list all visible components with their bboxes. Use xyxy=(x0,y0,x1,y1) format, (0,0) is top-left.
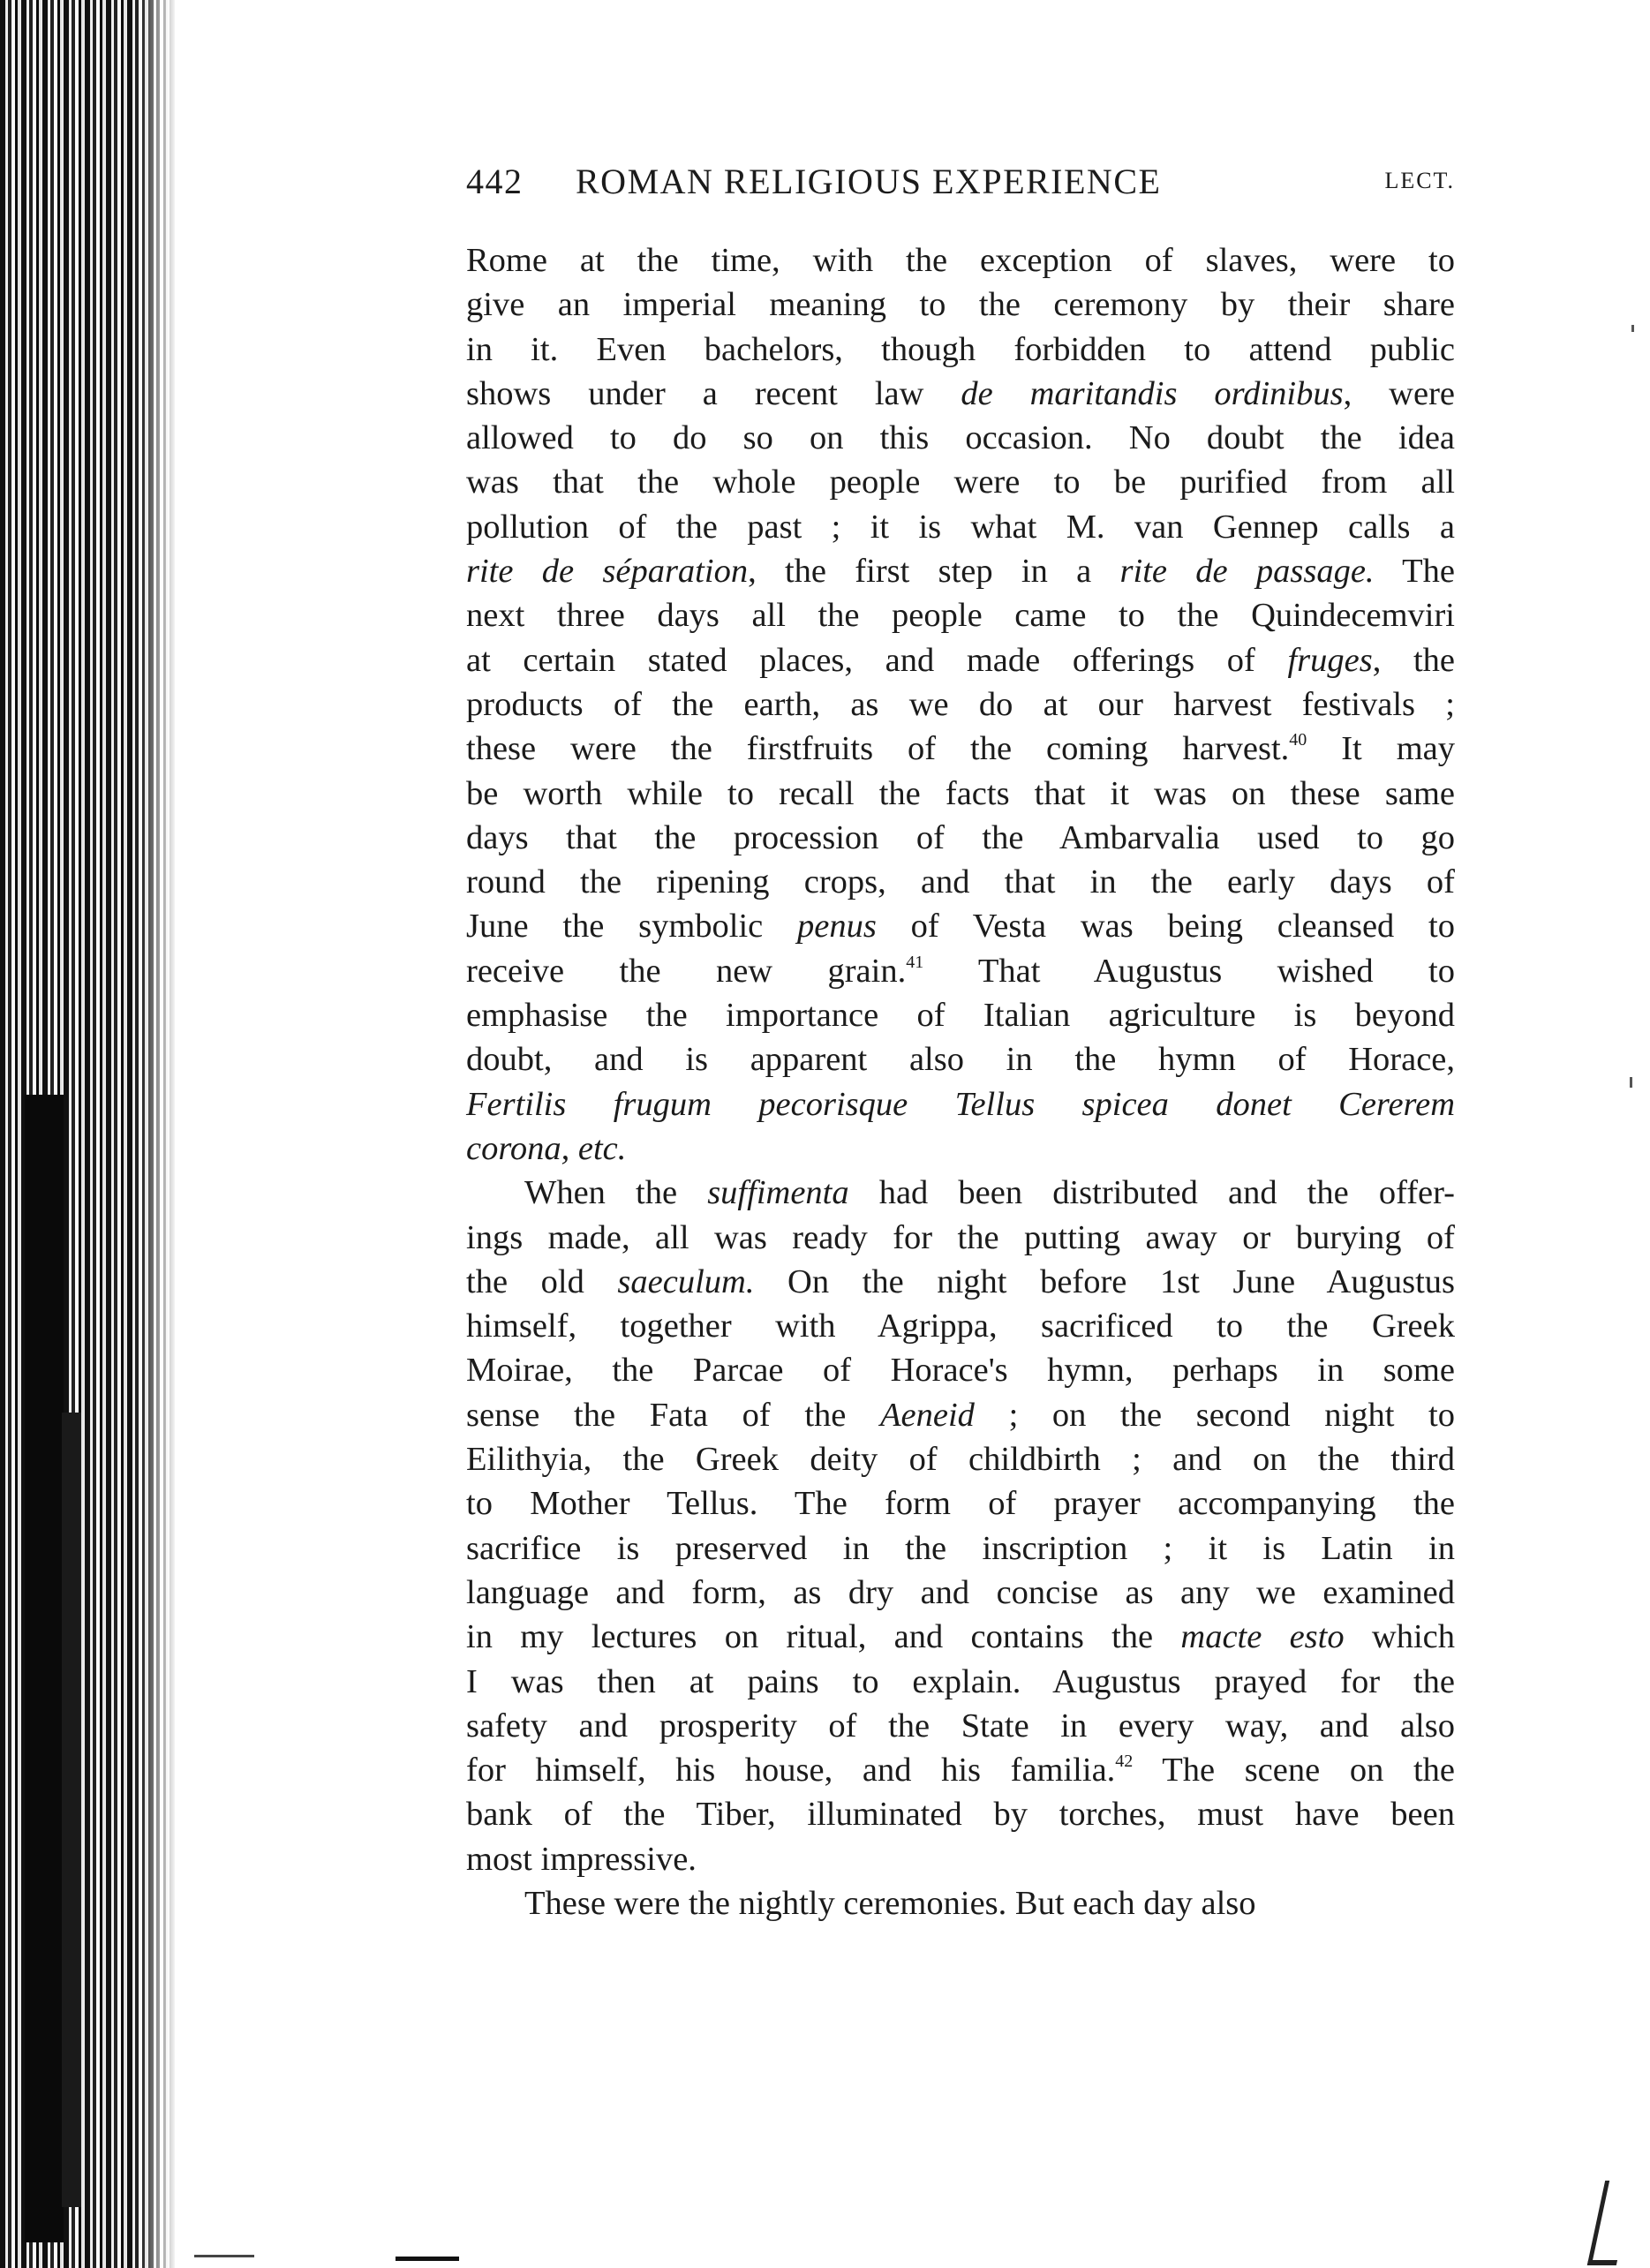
text-span: at certain stated places, and made offerings of xyxy=(466,641,1288,679)
text-span: which xyxy=(1344,1618,1455,1656)
text-line xyxy=(466,682,1455,727)
text-line xyxy=(466,1792,1455,1836)
text-span: of Vesta was being cleansed to xyxy=(876,908,1455,946)
text-line xyxy=(466,1260,1455,1304)
italic-text: Fertilis frugum pecorisque Tellus spicea donet Cererem xyxy=(466,1085,1455,1123)
italic-text: fruges xyxy=(1287,641,1373,679)
text-line xyxy=(466,1748,1455,1792)
text-line xyxy=(466,638,1455,682)
italic-text: penus xyxy=(797,908,877,946)
scan-speck xyxy=(1631,325,1634,332)
italic-text: macte esto xyxy=(1180,1618,1345,1656)
text-span: The xyxy=(1374,553,1456,591)
text-span: for himself, his house, and his familia. xyxy=(466,1752,1116,1790)
text-line xyxy=(466,1037,1455,1081)
spine-shadow-2 xyxy=(62,1413,81,2207)
text-line xyxy=(466,1348,1455,1392)
text-span: Rome at the time, with the exception of slaves, were to xyxy=(466,242,1455,279)
italic-text: de maritandis ordinibus xyxy=(961,374,1344,412)
text-span: give an imperial meaning to the ceremony by their share xyxy=(466,286,1455,324)
text-line xyxy=(466,1881,1455,1925)
footnote-ref: 40 xyxy=(1289,730,1307,750)
text-span: , the xyxy=(1372,641,1455,679)
text-span: It may xyxy=(1307,730,1455,768)
text-span: most impressive. xyxy=(466,1840,697,1878)
text-span: be worth while to recall the facts that it was on these same xyxy=(466,774,1455,812)
text-span: sense the Fata of the xyxy=(466,1396,881,1434)
text-line xyxy=(466,1481,1455,1526)
text-line xyxy=(466,1393,1455,1437)
text-span: shows under a recent law xyxy=(466,374,961,412)
text-line xyxy=(466,1171,1455,1215)
text-line xyxy=(466,328,1455,372)
text-line xyxy=(466,1615,1455,1659)
text-span: bank of the Tiber, illuminated by torches, must have been xyxy=(466,1796,1455,1834)
text-line xyxy=(466,1526,1455,1571)
text-span: I was then at pains to explain. Augustus prayed for the xyxy=(466,1662,1455,1700)
text-line xyxy=(466,860,1455,904)
text-span: Moirae, the Parcae of Horace's hymn, perhaps in some xyxy=(466,1352,1455,1390)
text-span: When the xyxy=(524,1174,708,1212)
running-header xyxy=(466,161,1455,207)
text-span: was that the whole people were to be purified from all xyxy=(466,463,1455,501)
page-corner-mark xyxy=(1587,2181,1634,2265)
page-edge-mark xyxy=(194,2255,254,2257)
italic-text: rite de séparation xyxy=(466,553,749,591)
text-line xyxy=(466,505,1455,549)
text-span: next three days all the people came to the Quindecemviri xyxy=(466,597,1455,635)
body-text xyxy=(466,238,1455,1925)
italic-text: suffimenta xyxy=(707,1174,849,1212)
text-line xyxy=(466,1660,1455,1704)
text-span: sacrifice is preserved in the inscription ; it is Latin in xyxy=(466,1529,1455,1567)
text-span: had been distributed and the offer- xyxy=(848,1174,1455,1212)
italic-text: rite de passage. xyxy=(1119,553,1375,591)
spine-shadow xyxy=(25,1095,64,2242)
text-line xyxy=(466,1571,1455,1615)
italic-text: saeculum. xyxy=(617,1262,755,1300)
text-span: these were the firstfruits of the coming harvest. xyxy=(466,730,1290,768)
text-line xyxy=(466,904,1455,948)
running-title: ROMAN RELIGIOUS EXPERIENCE xyxy=(576,162,1162,201)
text-line xyxy=(466,727,1455,771)
text-span: June the symbolic xyxy=(466,908,798,946)
text-span: safety and prosperity of the State in every way, and also xyxy=(466,1707,1455,1744)
text-line xyxy=(466,772,1455,816)
text-line xyxy=(466,372,1455,416)
page-number: 442 xyxy=(466,162,524,201)
page-edge-mark xyxy=(396,2257,459,2261)
text-span: in my lectures on ritual, and contains the xyxy=(466,1618,1181,1656)
text-line xyxy=(466,549,1455,593)
text-line xyxy=(466,283,1455,327)
section-label: LECT. xyxy=(1384,168,1455,193)
text-span: These were the nightly ceremonies. But each day also xyxy=(524,1884,1256,1922)
text-line xyxy=(466,1082,1455,1126)
text-line xyxy=(466,1304,1455,1348)
text-span: in it. Even bachelors, though forbidden to attend public xyxy=(466,330,1455,368)
text-line xyxy=(466,460,1455,504)
text-line xyxy=(466,1126,1455,1171)
text-span: doubt, and is apparent also in the hymn of Horace, xyxy=(466,1041,1455,1079)
text-span: On the night before 1st June Augustus xyxy=(754,1262,1456,1300)
text-line xyxy=(466,1437,1455,1481)
text-line xyxy=(466,238,1455,283)
text-line xyxy=(466,993,1455,1037)
text-span: the old xyxy=(466,1262,618,1300)
text-span: ; on the second night to xyxy=(974,1396,1455,1434)
text-line xyxy=(466,1704,1455,1748)
scan-speck xyxy=(1630,1077,1632,1088)
text-span: Eilithyia, the Greek deity of childbirth ; and on the third xyxy=(466,1441,1455,1479)
text-span: ings made, all was ready for the putting away or burying of xyxy=(466,1218,1455,1256)
text-line xyxy=(466,593,1455,637)
text-span: emphasise the importance of Italian agriculture is beyond xyxy=(466,997,1455,1035)
text-span: himself, together with Agrippa, sacrificed to the Greek xyxy=(466,1307,1455,1345)
italic-text: Aeneid xyxy=(880,1396,975,1434)
text-span: days that the procession of the Ambarvalia used to go xyxy=(466,818,1455,856)
text-span: pollution of the past ; it is what M. van Gennep calls a xyxy=(466,508,1455,546)
text-span: products of the earth, as we do at our harvest festivals ; xyxy=(466,685,1455,723)
footnote-ref: 41 xyxy=(906,952,924,972)
text-line xyxy=(466,816,1455,860)
text-span: , were xyxy=(1343,374,1455,412)
text-line xyxy=(466,416,1455,460)
italic-text: corona, etc. xyxy=(466,1129,627,1167)
text-span: to Mother Tellus. The form of prayer accompanying the xyxy=(466,1485,1455,1523)
text-span: receive the new grain. xyxy=(466,952,907,990)
text-span: language and form, as dry and concise as any we examined xyxy=(466,1573,1455,1611)
footnote-ref: 42 xyxy=(1115,1752,1134,1772)
text-span: allowed to do so on this occasion. No doubt the idea xyxy=(466,419,1455,457)
text-line xyxy=(466,949,1455,993)
text-span: , the first step in a xyxy=(748,553,1120,591)
text-span: round the ripening crops, and that in the early days of xyxy=(466,863,1455,901)
text-line xyxy=(466,1837,1455,1881)
text-span: The scene on the xyxy=(1133,1752,1455,1790)
text-line xyxy=(466,1216,1455,1260)
text-span: That Augustus wished to xyxy=(923,952,1456,990)
